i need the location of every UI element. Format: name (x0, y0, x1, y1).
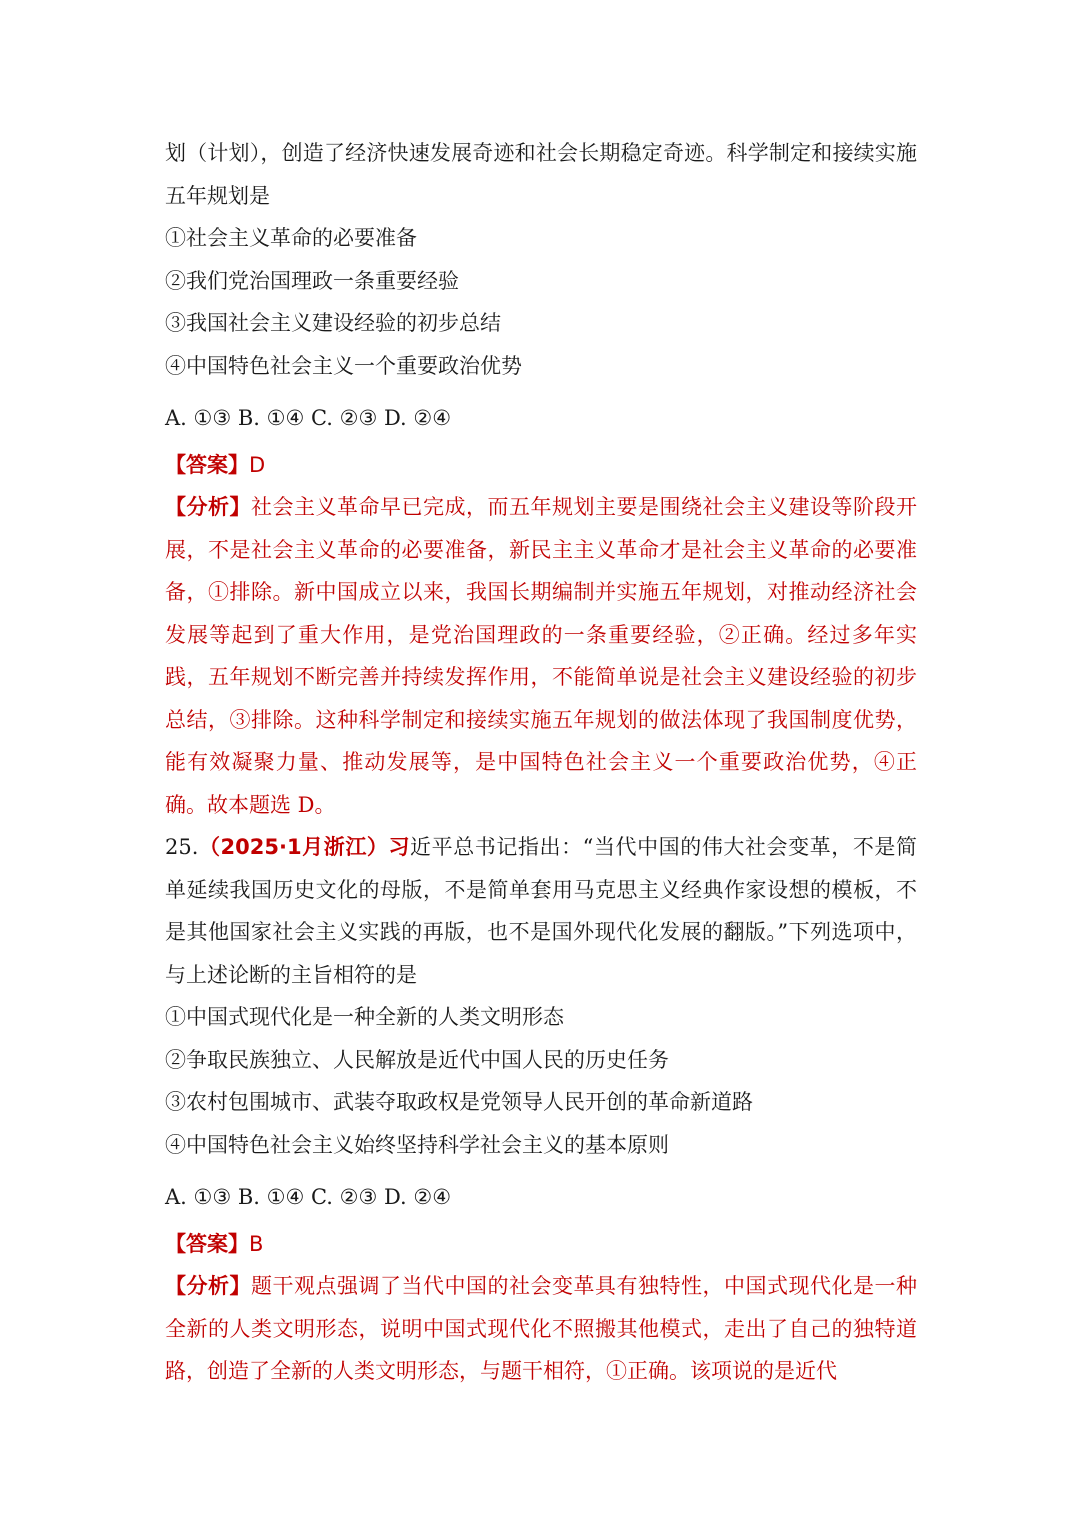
q25-analysis-label: 【分析】 (165, 1274, 251, 1298)
q24-option-3: ③我国社会主义建设经验的初步总结 (165, 311, 501, 335)
q25-choices: A. ①③ B. ①④ C. ②③ D. ②④ (165, 1185, 452, 1209)
page-content (165, 132, 917, 1393)
q24-answer-value: D (249, 452, 266, 477)
q25-analysis-text: 题干观点强调了当代中国的社会变革具有独特性，中国式现代化是一种全新的人类文明形态，说明中国式现代化不照搬其他模式，走出了自己的独特道路，创造了全新的人类文明形态，与题干相符，①正确。该项说的是近代 (165, 1274, 917, 1383)
q25-option-3: ③农村包围城市、武装夺取政权是党领导人民开创的革命新道路 (165, 1090, 753, 1114)
q25-answer (165, 1223, 917, 1266)
q24-answer-label: 【答案】 (165, 452, 249, 477)
q24-option-2: ②我们党治国理政一条重要经验 (165, 268, 459, 293)
q24-option-4: ④中国特色社会主义一个重要政治优势 (165, 353, 522, 378)
q25-stem (165, 826, 917, 996)
q25-answer-label: 【答案】 (165, 1231, 249, 1256)
q24-stem: 划（计划），创造了经济快速发展奇迹和社会长期稳定奇迹。科学制定和接续实施五年规划是 (165, 141, 917, 208)
q24-answer (165, 444, 917, 487)
q25-option-4: ④中国特色社会主义始终坚持科学社会主义的基本原则 (165, 1132, 669, 1157)
q25-option-1: ①中国式现代化是一种全新的人类文明形态 (165, 1005, 564, 1029)
q25-option-2: ②争取民族独立、人民解放是近代中国人民的历史任务 (165, 1047, 669, 1072)
q25-number: 25. (165, 835, 199, 859)
q25-stem-text: 近平总书记指出：“当代中国的伟大社会变革，不是简单延续我国历史文化的母版，不是简单套用马克思主义经典作家设想的模板，不是其他国家社会主义实践的再版，也不是国外现代化发展的翻版。”下列选项中，与上述论断的主旨相符的是 (165, 835, 917, 987)
q25-analysis (165, 1265, 917, 1393)
q24-analysis (165, 486, 917, 826)
q24-analysis-text: 社会主义革命早已完成，而五年规划主要是围绕社会主义建设等阶段开展，不是社会主义革命的必要准备，新民主主义革命才是社会主义革命的必要准备，①排除。新中国成立以来，我国长期编制并实施五年规划，对推动经济社会发展等起到了重大作用，是党治国理政的一条重要经验，②正确。经过多年实践，五年规划不断完善并持续发挥作用，不能简单说是社会主义建设经验的初步总结，③排除。这种科学制定和接续实施五年规划的做法体现了我国制度优势，能有效凝聚力量、推动发展等，是中国特色社会主义一个重要政治优势，④正确。故本题选 D。 (165, 495, 917, 817)
q24-analysis-label: 【分析】 (165, 495, 251, 519)
q25-answer-value: B (249, 1231, 264, 1256)
q24-choices: A. ①③ B. ①④ C. ②③ D. ②④ (165, 406, 452, 430)
q24-option-1: ①社会主义革命的必要准备 (165, 226, 417, 250)
q25-source: （2025·1月浙江）习 (198, 835, 411, 859)
